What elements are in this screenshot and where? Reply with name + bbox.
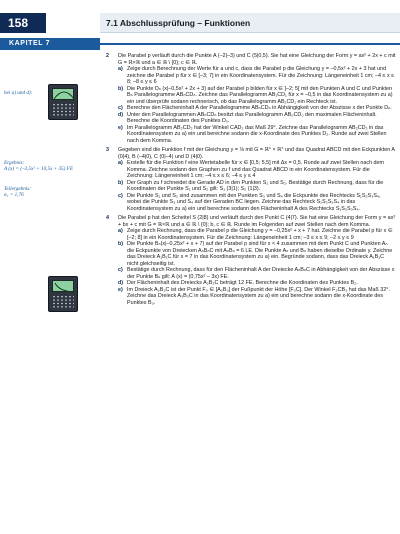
task-item xyxy=(118,86,396,106)
margin-note-result-label: Ergebnis: xyxy=(4,160,25,166)
item-text: Erstelle für die Funktion f eine Wertetabelle für x ∈ [0,5; 5,5] mit Δx = 0,5. Runde auf zwei Stellen nach dem Komma. Zeichne sodann den Graphen zu f und das Quadrat ABCD in ein Koordinatensystem. Für die Zeichnung: Längeneinheit 1 cm; –4 ≤ x ≤ 6; –4 ≤ y ≤ 4 xyxy=(127,160,385,179)
item-text: Die Punkte Bₙ(x|–0,25x² + x + 7) auf der Parabel p sind für x < 4 zusammen mit dem Punkt C und Punkten Aₙ die Eckpunkte von Dreiecken AₙBₙC mit AₙBₙ = 6 LE. Die Punkte Aₙ und Bₙ haben dieselbe Ordinate y. Zeichne das Dreieck A₁B₁C für x = 7 in das Koordinatensystem zu a) ein. Begründe sodann, dass das Dreieck A₁B₁C nicht gleichseitig ist. xyxy=(127,241,393,267)
page-number: 158 xyxy=(0,13,46,33)
task-item xyxy=(118,287,396,307)
item-text: Die Punkte Dₙ (x|–0,5x² + 2x + 3) auf der Parabel p bilden für x ∈ ]–2; 5[ mit den Punkten A und C und Punkten Bₙ Parallelogramme ABₙCDₙ. Zeichne das Parallelogramm AB₁CD₁ für x = –0,5 in das Koordinatensystem zu a) ein und überprüfe sodann rechnerisch, ob das Parallelogramm AB₁CD₁ ein Rechteck ist. xyxy=(127,85,393,105)
calculator-icon xyxy=(48,84,78,120)
item-text: Unter den Parallelogrammen ABₙCDₙ besitzt das Parallelogramm AB₀CD₀ den maximalen Flächeninhalt. Berechne die Koordinaten des Punktes D₀. xyxy=(127,111,377,124)
item-text: Berechne den Flächeninhalt A der Parallelogramme ABₙCDₙ in Abhängigkeit von der Abszisse x der Punkte Dₙ. xyxy=(127,105,392,111)
page-header xyxy=(0,0,400,40)
item-label: b) xyxy=(118,241,124,247)
item-label: a) xyxy=(118,66,123,72)
item-text: Die Punkte S₁ und S₂ sind zusammen mit den Punkten S₃ und S₄ die Eckpunkte des Rechtecks S₁S₂S₃S₄, wobei die Punkte S₃ und S₄ auf der Geraden BC liegen. Zeichne das Rechteck S₁S₂S₃S₄ in das Koordinatensystem zu a) ein und berechne sodann den Flächeninhalt A des Rechtecks S₁S₂S₃S₄. xyxy=(127,192,381,212)
item-label: c) xyxy=(118,192,123,199)
item-text: Der Flächeninhalt des Dreiecks A₂B₂C beträgt 12 FE. Berechne die Koordinaten des Punktes B₂. xyxy=(127,280,358,286)
task-number: 4 xyxy=(106,215,109,221)
margin-note-calculator: bei a) und d): xyxy=(4,90,33,96)
task-item xyxy=(118,193,396,213)
item-text: Bestätige durch Rechnung, dass für den Flächeninhalt A der Dreiecke AₙBₙC in Abhängigkeit von der Abszisse x der Punkte Bₙ gilt: A (x) = (0,75x² – 3x) FE. xyxy=(127,267,395,280)
task-item xyxy=(118,66,396,86)
task-number: 3 xyxy=(106,147,109,153)
task-item xyxy=(118,125,396,145)
item-text: Zeige durch Rechnung, dass die Parabel p die Gleichung y = –0,25x² + x + 7 hat. Zeichne die Parabel p für x ∈ [–2; 8] in ein Koordinatensystem. Für die Zeichnung: Längeneinheit 1 cm; –3 ≤ x ≤ 9; –2 ≤ y ≤ 9 xyxy=(127,228,393,241)
chapter-title: 7.1 Abschlussprüfung – Funktionen xyxy=(100,13,400,33)
margin-note-partial-value: α₁ = 1,76 xyxy=(4,192,24,198)
task-item xyxy=(118,228,396,241)
task-item xyxy=(118,112,396,125)
task-item xyxy=(118,241,396,267)
task-intro: Die Parabel p hat den Scheitel S (2|8) und verläuft durch den Punkt C (4|7). Sie hat eine Gleichung der Form y = ax² + bx + c mit G = ℝ×ℝ und a ∈ ℝ \ {0}; b, c ∈ ℝ. Runde im Folgenden auf zwei Stellen nach dem Komma. xyxy=(118,215,396,228)
task-item xyxy=(118,160,396,180)
item-text: Der Graph zu f schneidet die Gerade AD in den Punkten S₁ und S₂. Bestätige durch Rechnung, dass für die Koordinaten der Punkte S₁ und S₂ gilt: S₁ (3|1); S₂ (1|3). xyxy=(127,179,384,192)
chapter-label: KAPITEL 7 xyxy=(0,38,100,50)
task xyxy=(106,215,396,306)
task-number: 2 xyxy=(106,53,109,59)
margin-note-partial-label: Teilergebnis: xyxy=(4,186,31,192)
item-text: Im Dreieck A₃B₃C ist der Punkt F₃ ∈ [A₃B₃] der Fußpunkt der Höhe [F₃C]. Der Winkel F₃CB₃ hat das Maß 32°. Zeichne das Dreieck A₃B₃C in das Koordinatensystem zu a) ein und berechne sodann die x-Koordinate des Punktes B₃. xyxy=(127,286,390,306)
margin-note-result-value: A (x) = (–3,5x² + 10,5x + 35) FE xyxy=(4,166,74,172)
exercise-content xyxy=(106,53,396,309)
item-label: e) xyxy=(118,286,123,293)
item-label: d) xyxy=(118,280,124,286)
task xyxy=(106,147,396,212)
item-label: b) xyxy=(118,179,124,186)
item-label: c) xyxy=(118,267,123,273)
item-label: c) xyxy=(118,105,123,111)
item-label: b) xyxy=(118,85,124,92)
task-intro: Die Parabel p verläuft durch die Punkte A (–2|–3) und C (5|0,5). Sie hat eine Gleichung der Form y = ax² + 2x + c mit G = ℝ×ℝ und a ∈ ℝ \ {0}; c ∈ ℝ. xyxy=(118,53,396,66)
item-label: a) xyxy=(118,228,123,234)
task-item xyxy=(118,180,396,193)
item-text: Im Parallelogramm AB₂CD₂ hat der Winkel CAD₂ das Maß 29°. Zeichne das Parallelogramm AB₂CD₂ in das Koordinatensystem zu a) ein und berechne sodann die x-Koordinate des Punktes D₂. Runde auf zwei Stellen nach dem Komma. xyxy=(127,124,387,144)
task-intro: Gegeben sind die Funktion f mit der Gleichung y = ⅛ mit G = ℝ° × ℝ° und das Quadrat ABCD mit den Eckpunkten A (0|4), B (–4|0), C (0|–4) und D (4|0). xyxy=(118,147,395,160)
item-label: a) xyxy=(118,160,123,166)
task-item xyxy=(118,267,396,280)
task xyxy=(106,53,396,144)
item-label: e) xyxy=(118,124,123,131)
calculator-icon xyxy=(48,276,78,312)
item-label: d) xyxy=(118,111,124,118)
item-text: Zeige durch Berechnung der Werte für a und c, dass die Parabel p die Gleichung y = –0,5x² + 2x + 3 hat und zeichne die Parabel p für x ∈ [–3; 7] in ein Koordinatensystem. Für die Zeichnung: Längeneinheit 1 cm; –4 ≤ x ≤ 8; –8 ≤ y ≤ 6 xyxy=(127,66,395,85)
chapter-divider xyxy=(100,43,400,45)
